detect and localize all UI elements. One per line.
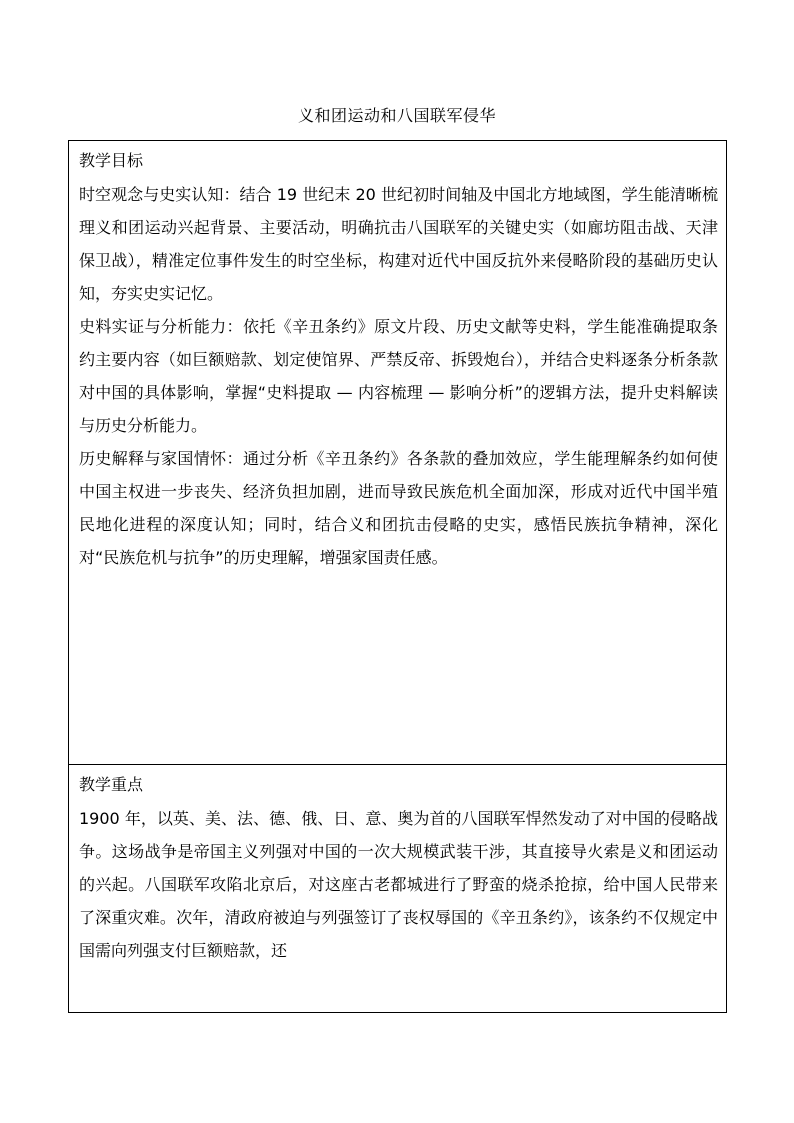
- teaching-key-points-body: [79, 802, 718, 967]
- teaching-objectives-cell: [68, 140, 727, 764]
- objective-paragraph-interpretation: 历史解释与家国情怀：通过分析《辛丑条约》各条款的叠加效应，学生能理解条约如何使中国主权进一步丧失、经济负担加剧，进而导致民族危机全面加深，形成对近代中国半殖民地化进程的深度认知；同时，结合义和团抗击侵略的史实，感悟民族抗争精神，深化对“民族危机与抗争”的历史理解，增强家国责任感。: [79, 449, 718, 567]
- teaching-key-points-heading: 教学重点: [79, 775, 144, 794]
- objective-paragraph-evidence: 史料实证与分析能力：依托《辛丑条约》原文片段、历史文献等史料，学生能准确提取条约主要内容（如巨额赔款、划定使馆界、严禁反帝、拆毁炮台），并结合史料逐条分析条款对中国的具体影响，掌握“史料提取 — 内容梳理 — 影响分析”的逻辑方法，提升史料解读与历史分析能力。: [79, 317, 718, 435]
- objective-paragraph-spacetime: 时空观念与史实认知：结合 19 世纪末 20 世纪初时间轴及中国北方地域图，学生能清晰梳理义和团运动兴起背景、主要活动，明确抗击八国联军的关键史实（如廊坊阻击战、天津保卫战），精准定位事件发生的时空坐标，构建对近代中国反抗外来侵略阶段的基础历史认知，夯实史实记忆。: [79, 185, 718, 303]
- teaching-objectives-heading: 教学目标: [79, 151, 144, 170]
- document-title: 义和团运动和八国联军侵华: [297, 106, 496, 125]
- key-point-paragraph: 1900 年，以英、美、法、德、俄、日、意、奥为首的八国联军悍然发动了对中国的侵略战争。这场战争是帝国主义列强对中国的一次大规模武装干涉，其直接导火索是义和团运动的兴起。八国联军攻陷北京后，对这座古老都城进行了野蛮的烧杀抢掠，给中国人民带来了深重灾难。次年，清政府被迫与列强签订了丧权辱国的《辛丑条约》，该条约不仅规定中国需向列强支付巨额赔款，还: [79, 809, 718, 960]
- teaching-objectives-body: [79, 178, 718, 574]
- teaching-key-points-cell: [68, 764, 727, 1013]
